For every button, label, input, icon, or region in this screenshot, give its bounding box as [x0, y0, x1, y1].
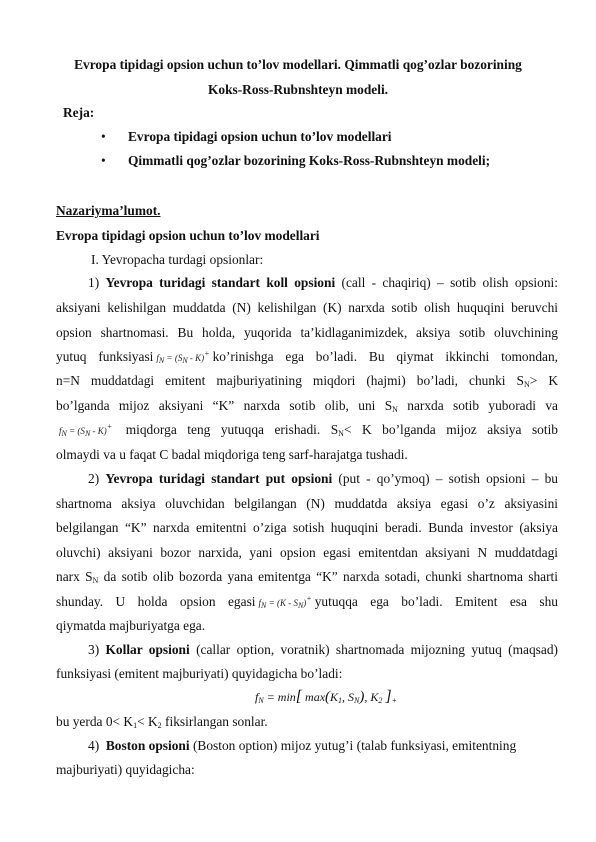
p2-line-5: narx $S_N$ da sotib olib bozorda yana emitentga “K” narxda sotadi, chunki shartnoma sharti — [56, 569, 558, 585]
p2-line-2: shartnoma aksiya oluvchidan belgilangan (N) muddatda aksiya egasi o’z aksiyasini — [56, 496, 558, 511]
p2-line-4: oluvchi) aksiyani bozor narxida, yani opsion egasi emitentdan aksiyani N muddatdagi — [56, 545, 558, 560]
nazariy-heading: Nazariyma’lumot. — [56, 203, 161, 218]
bullet-icon: • — [101, 129, 106, 144]
p3-line-1: 3) Kollar opsioni (callar option, voratnik) shartnomada mijozning yutuq (maqsad) — [88, 642, 558, 657]
p2-line-6: shunday. U holda opsion egasi $f_N = (K - S_N)^+$ yutuqqa ega bo’ladi. Emitent esa shu — [56, 592, 558, 613]
p3-line-2: funksiyasi (emitent majburiyati) quyidagicha bo’ladi: — [56, 666, 343, 681]
reja-item-1: Evropa tipidagi opsion uchun to’lov modellari — [128, 129, 392, 144]
p2-line-1: 2) Yevropa turidagi standart put opsioni (put - qo’ymoq) – sotish opsioni – bu — [88, 471, 558, 486]
document-title-line-1: Evropa tipidagi opsion uchun to’lov modellari. Qimmatli qog’ozlar bozorining — [74, 57, 522, 72]
p1-line-3: opsion shartnomasi. Bu holda, yuqorida ta’kidlaganimizdek, aksiya sotib oluvchining — [56, 325, 558, 340]
intro-line: I. Yevropacha turdagi opsionlar: — [91, 252, 264, 267]
p1-line-1: 1) Yevropa turidagi standart koll opsioni (call - chaqiriq) – sotib olish opsioni: — [88, 275, 558, 290]
p2-line-7: qiymatda majburiyatga ega. — [56, 618, 206, 633]
p2-line-3: belgilangan “K” narxda emitentni o’ziga sotish huquqini beradi. Bunda investor (aksiya — [56, 520, 558, 535]
document-title-line-2: Koks-Ross-Rubnshteyn modeli. — [207, 82, 389, 97]
p1-line-7: $f_N = (S_N - K)^+$ miqdorga teng yutuqqa erishadi. $S_N< K$ bo’lganda mijoz aksiya sotib — [56, 420, 558, 441]
p1-line-5: n=N muddatdagi emitent majburiyatining miqdori (hajmi) bo’ladi, chunki $S_N> K$ — [56, 373, 558, 389]
p4-line-1: 4) Boston opsioni (Boston option) mijoz yutug’i (talab funksiyasi, emitentning — [88, 738, 517, 753]
p1-line-6: bo’lganda mijoz aksiyani “K” narxda sotib olib, uni $S_N$ narxda sotib yuboradi va — [56, 398, 558, 414]
p1-line-8: olmaydi va u faqat C badal miqdoriga teng sarf-harajatga tushadi. — [56, 447, 408, 462]
reja-item-2: Qimmatli qog’ozlar bozorining Koks-Ross-Rubnshteyn modeli; — [128, 153, 491, 168]
bullet-icon: • — [101, 153, 106, 168]
p1-line-4: yutuq funksiyasi $f_N = (S_N - K)^+$ ko’rinishga ega bo’ladi. Bu qiymat ikkinchi tomondan, — [56, 347, 558, 368]
p1-line-2: aksiyani kelishilgan muddatda (N) kelishilgan (K) narxda sotib olish huquqini beruvchi — [56, 300, 558, 315]
call-payoff-formula: $f_N = (S_N - K)^+$ — [156, 349, 210, 365]
reja-label: Reja: — [63, 105, 95, 120]
section-heading: Evropa tipidagi opsion uchun to’lov modellari — [56, 228, 320, 243]
collar-payoff-formula: $f_N = \min$[ $\max(K_1$, $S_N$), $K_2$ ]$_+$ — [255, 688, 398, 705]
call-payoff-formula-2: $f_N = (S_N - K)^+$ — [59, 422, 113, 438]
p4-line-2: majburiyati) quyidagicha: — [56, 762, 195, 777]
p3-line-3: bu yerda $0< K_1< K_2$ fiksirlangan sonlar. — [56, 714, 268, 730]
put-payoff-formula: $f_N = (K - S_N)^+$ — [258, 594, 312, 610]
